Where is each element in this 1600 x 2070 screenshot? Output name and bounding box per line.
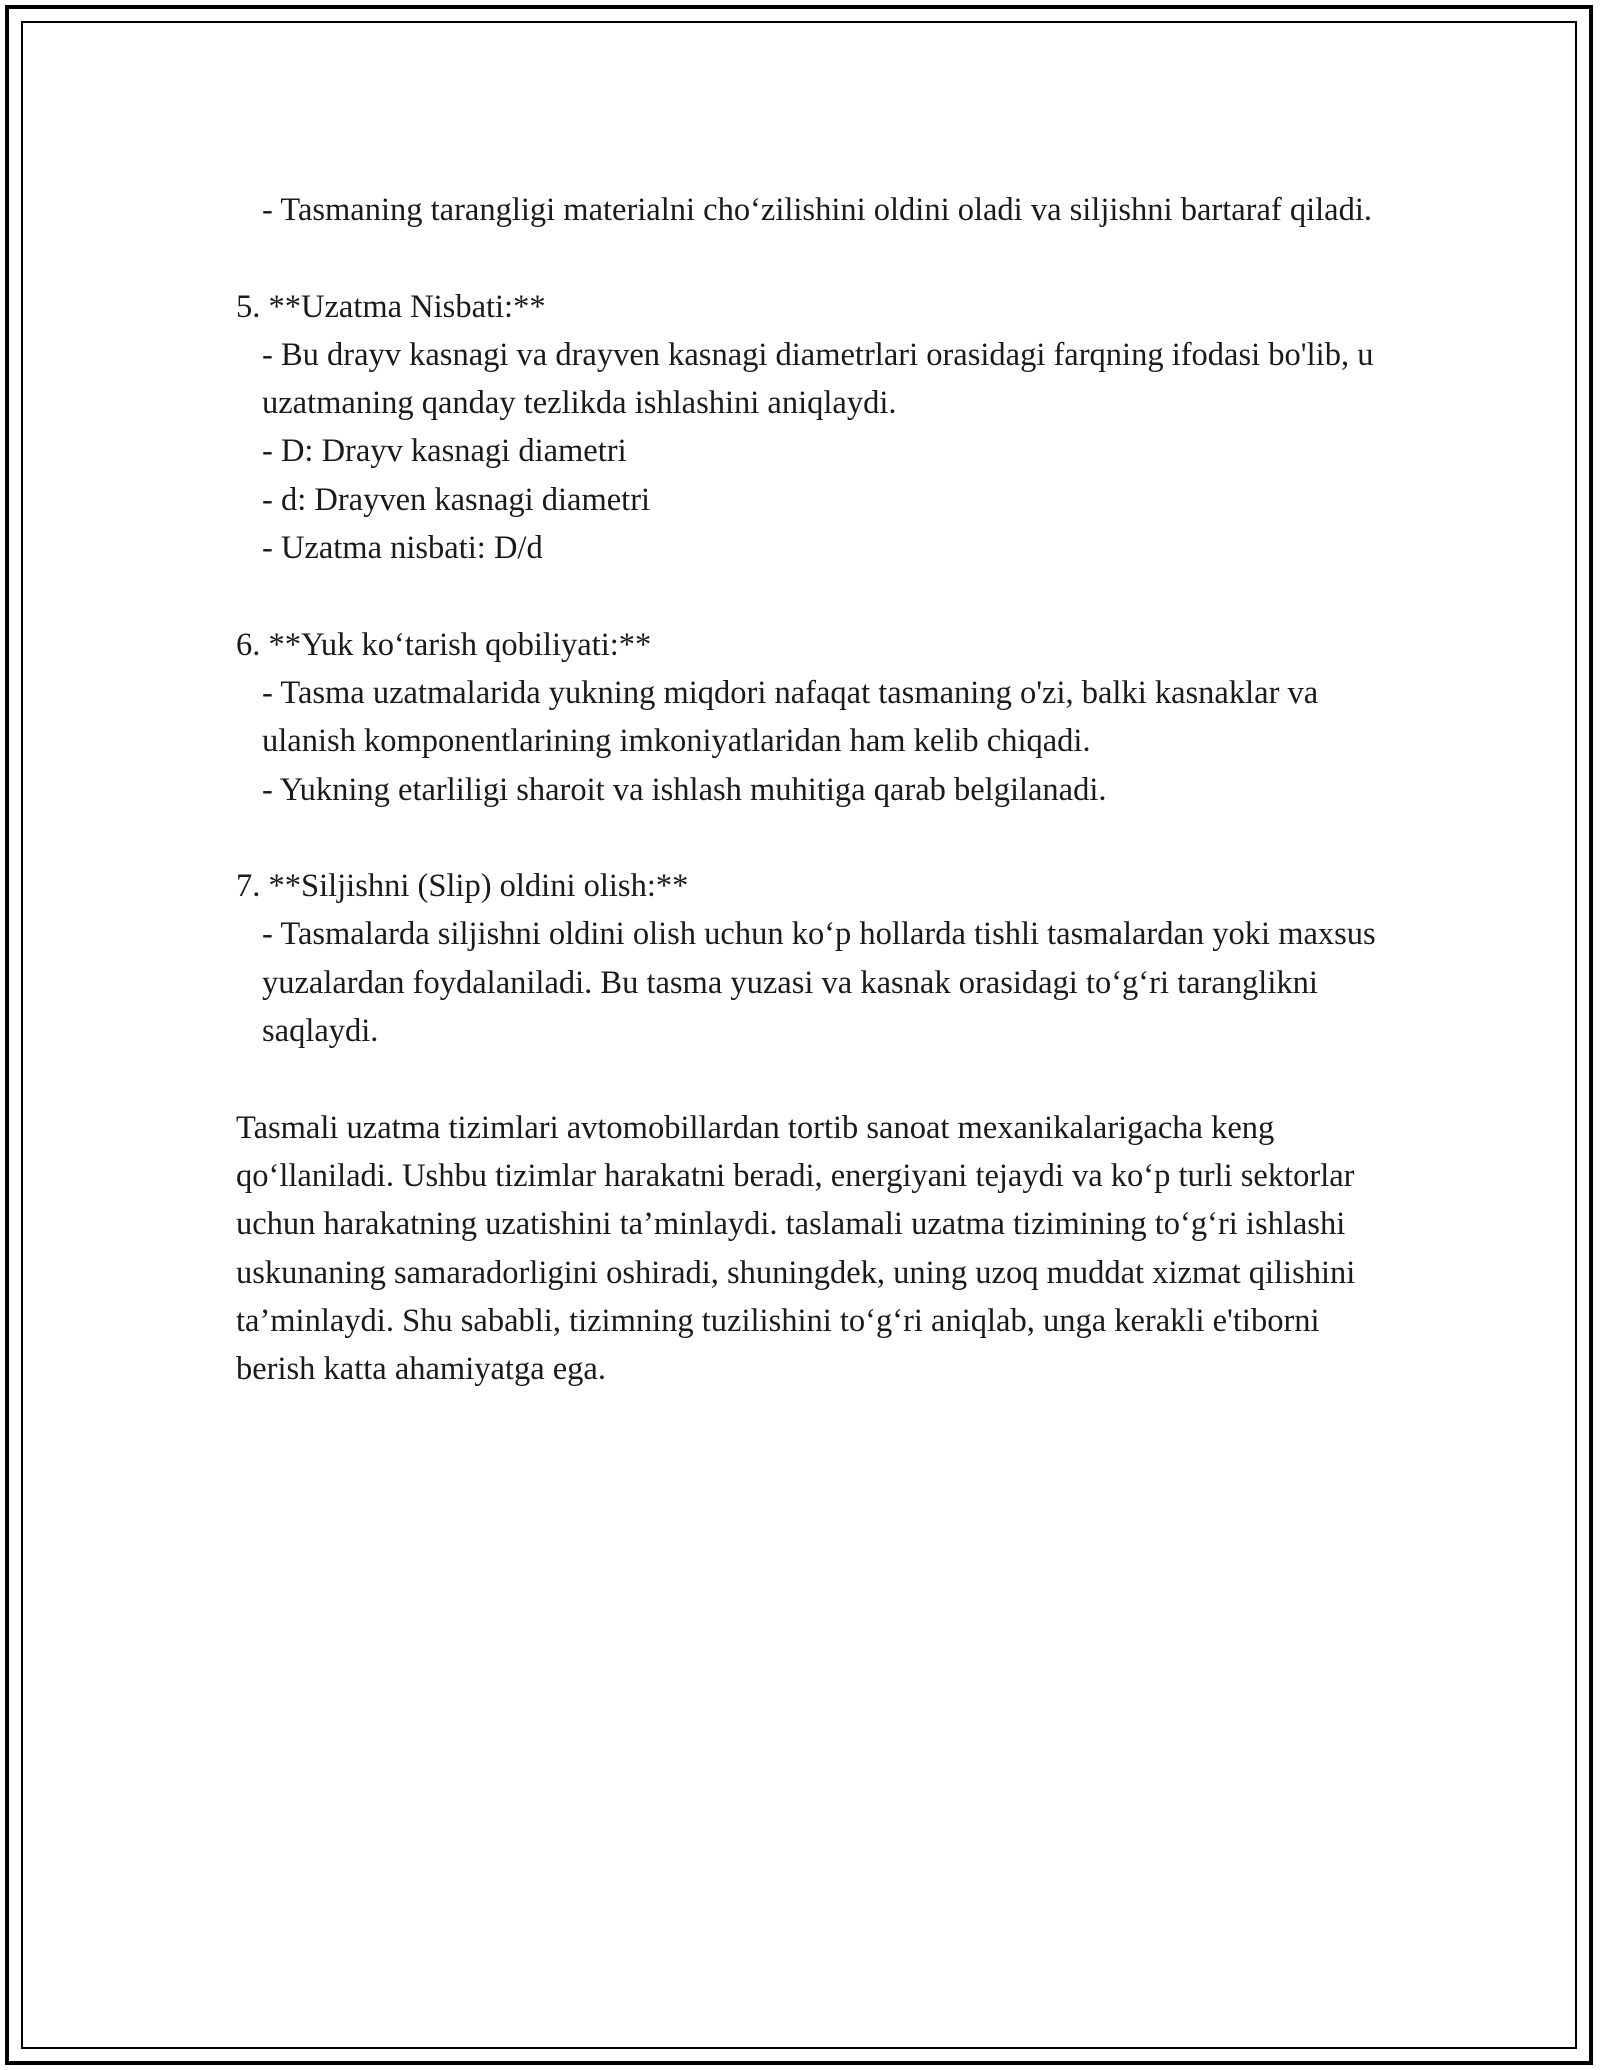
bullet-drive-diameter: - D: Drayv kasnagi diametri xyxy=(262,433,627,470)
heading-uzatma-nisbati: 5. **Uzatma Nisbati:** xyxy=(236,288,546,325)
bullet-load-amount: - Tasma uzatmalarida yukning miqdori nafaqat tasmaning o'zi, balki kasnaklar va ulanish komponentlarining imkoniyatlaridan ham kelib chiqadi. xyxy=(262,674,1327,760)
conclusion-paragraph: Tasmali uzatma tizimlari avtomobillardan tortib sanoat mexanikalarigacha keng qo‘llaniladi. Ushbu tizimlar harakatni beradi, energiyani tejaydi va ko‘p turli sektorlar uchun harakatning uzatishini ta’minlaydi. taslamali uzatma tizimining to‘g‘ri ishlashi uskunaning samaradorligini oshiradi, shuningdek, uning uzoq muddat xizmat qilishini ta’minlaydi. Shu sababli, tizimning tuzilishini to‘g‘ri aniqlab, unga kerakli e'tiborni berish katta ahamiyatga ega. xyxy=(236,1109,1364,1388)
bullet-driven-diameter: - d: Drayven kasnagi diametri xyxy=(262,481,651,518)
heading-load-capacity: 6. **Yuk ko‘tarish qobiliyati:** xyxy=(236,626,652,663)
blank-line xyxy=(236,814,1386,862)
document-body xyxy=(236,186,1386,1393)
blank-line xyxy=(236,1055,1386,1103)
bullet-load-sufficiency: - Yukning etarliligi sharoit va ishlash muhitiga qarab belgilanadi. xyxy=(262,771,1107,808)
blank-line xyxy=(236,234,1386,282)
blank-line xyxy=(236,572,1386,620)
bullet-slip-methods: - Tasmalarda siljishni oldini olish uchun ko‘p hollarda tishli tasmalardan yoki maxsus yuzalardan foydalaniladi. Bu tasma yuzasi va kasnak orasidagi to‘g‘ri taranglikni saqlaydi. xyxy=(262,916,1384,1050)
bullet-ratio-formula: - Uzatma nisbati: D/d xyxy=(262,530,543,567)
bullet-tension: - Tasmaning tarangligi materialni cho‘zilishini oldini oladi va siljishni bartaraf qiladi. xyxy=(262,192,1372,228)
heading-slip-prevention: 7. **Siljishni (Slip) oldini olish:** xyxy=(236,868,689,905)
bullet-ratio-description: - Bu drayv kasnagi va drayven kasnagi diametrlari orasidagi farqning ifodasi bo'lib, u uzatmaning qanday tezlikda ishlashini aniqlaydi. xyxy=(262,336,1382,422)
